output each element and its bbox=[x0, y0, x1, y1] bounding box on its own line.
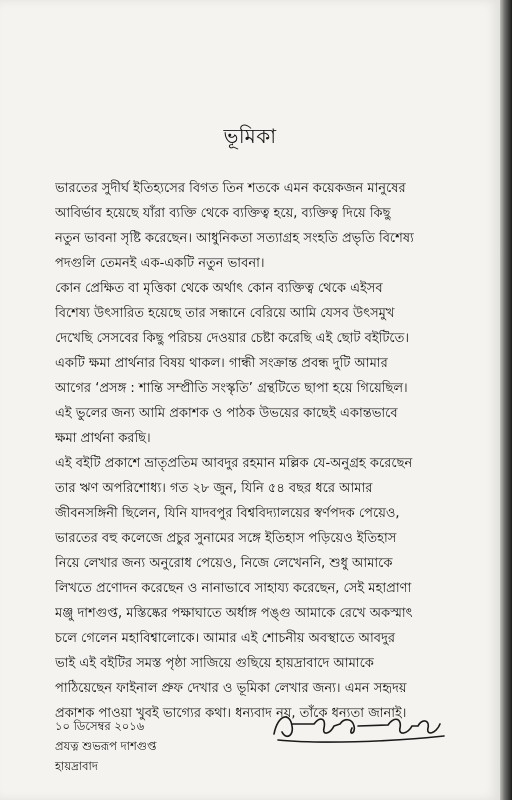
text-line: বিশেষ্য উৎসারিত হয়েছে তার সন্ধানে বেরিয়ে আমি যেসব উৎসমুখ bbox=[55, 306, 395, 321]
text-line: জীবনসঙ্গিনী ছিলেন, যিনি যাদবপুর বিশ্ববিদ্যালয়ের স্বর্ণপদক পেয়েও, bbox=[55, 506, 400, 521]
text-line: ভারতের বহু কলেজে প্রচুর সুনামের সঙ্গে ইতিহাস পড়িয়েও ইতিহাস bbox=[55, 531, 397, 546]
text-line: দেখেছি সেসবের কিছু পরিচয় দেওয়ার চেষ্টা করেছি এই ছোট বইটিতে। bbox=[55, 331, 410, 346]
text-line: পাঠিয়েছেন ফাইনাল প্রুফ দেখার ও ভূমিকা লেখার জন্য। এমন সহৃদয় bbox=[55, 681, 407, 696]
text-line: কোন প্রেক্ষিত বা মৃত্তিকা থেকে অর্থাৎ কোন ব্যক্তিত্ব থেকে এইসব bbox=[55, 281, 383, 296]
footer-date: ১০ ডিসেম্বর ২০১৬ bbox=[55, 719, 145, 733]
text-line: এই ভুলের জন্য আমি প্রকাশক ও পাঠক উভয়ের কাছেই একান্তভাবে bbox=[55, 406, 398, 421]
paragraph-1 bbox=[55, 176, 475, 276]
text-line: চলে গেলেন মহাবিশ্বালোকে। আমার এই শোচনীয় অবস্থাতে আবদুর bbox=[55, 631, 395, 646]
paragraph-3 bbox=[55, 451, 475, 726]
page-edge-shadow bbox=[500, 0, 512, 800]
handwritten-signature bbox=[268, 706, 448, 746]
footer-info bbox=[55, 716, 255, 776]
text-line: ভাই এই বইটির সমস্ত পৃষ্ঠা সাজিয়ে গুছিয়ে হায়দ্রাবাদে আমাকে bbox=[55, 656, 374, 671]
text-line: পদগুলি তেমনই এক-একটি নতুন ভাবনা। bbox=[55, 256, 265, 271]
footer-place: হায়দ্রাবাদ bbox=[55, 759, 98, 773]
text-line: আবির্ভাব হয়েছে যাঁরা ব্যক্তি থেকে ব্যক্তিত্ব হয়ে, ব্যক্তিত্ব দিয়ে কিছু bbox=[55, 206, 391, 221]
text-line: তার ঋণ অপরিশোধ্য। গত ২৮ জুন, যিনি ৫৪ বছর ধরে আমার bbox=[55, 481, 373, 496]
text-line: নতুন ভাবনা সৃষ্টি করেছেন। আধুনিকতা সত্যাগ্রহ সংহতি প্রভৃতি বিশেষ্য bbox=[55, 231, 414, 246]
text-line: এই বইটি প্রকাশে ভ্রাতৃপ্রতিম আবদুর রহমান মল্লিক যে-অনুগ্রহ করেছেন bbox=[55, 456, 413, 471]
text-line: একটি ক্ষমা প্রার্থনার বিষয় থাকল। গান্ধী সংক্রান্ত প্রবন্ধ দুটি আমার bbox=[55, 356, 388, 371]
text-line: আগের ‘প্রসঙ্গ : শান্তি সম্প্রীতি সংস্কৃতি’ গ্রন্থটিতে ছাপা হয়ে গিয়েছিল। bbox=[55, 381, 408, 396]
page-title: ভূমিকা bbox=[223, 124, 277, 148]
text-line: ভারতের সুদীর্ঘ ইতিহ্যসের বিগত তিন শতকে এমন কয়েকজন মানুষের bbox=[55, 181, 406, 196]
preface-body bbox=[55, 176, 475, 726]
footer-author: প্রযত্ন শুভরূপ দাশগুপ্ত bbox=[55, 739, 157, 753]
text-line: ক্ষমা প্রার্থনা করছি। bbox=[55, 431, 151, 446]
text-line: মঞ্জু দাশগুপ্ত, মস্তিষ্কের পক্ষাঘাতে অর্ধাঙ্গ পঙ্গু আমাকে রেখে অকস্মাৎ bbox=[55, 606, 413, 621]
paragraph-2 bbox=[55, 276, 475, 451]
text-line: প্রকাশক পাওয়া খুবই ভাগ্যের কথা। ধন্যবাদ নয়, তাঁকে ধন্যতা জানাই। bbox=[55, 706, 407, 721]
text-line: লিখতে প্রণোদন করেছেন ও নানাভাবে সাহায্য করেছেন, সেই মহাপ্রাণা bbox=[55, 581, 412, 596]
text-line: নিয়ে লেখার জন্য অনুরোধ পেয়েও, নিজে লেখেননি, শুধু আমাকে bbox=[55, 556, 393, 571]
